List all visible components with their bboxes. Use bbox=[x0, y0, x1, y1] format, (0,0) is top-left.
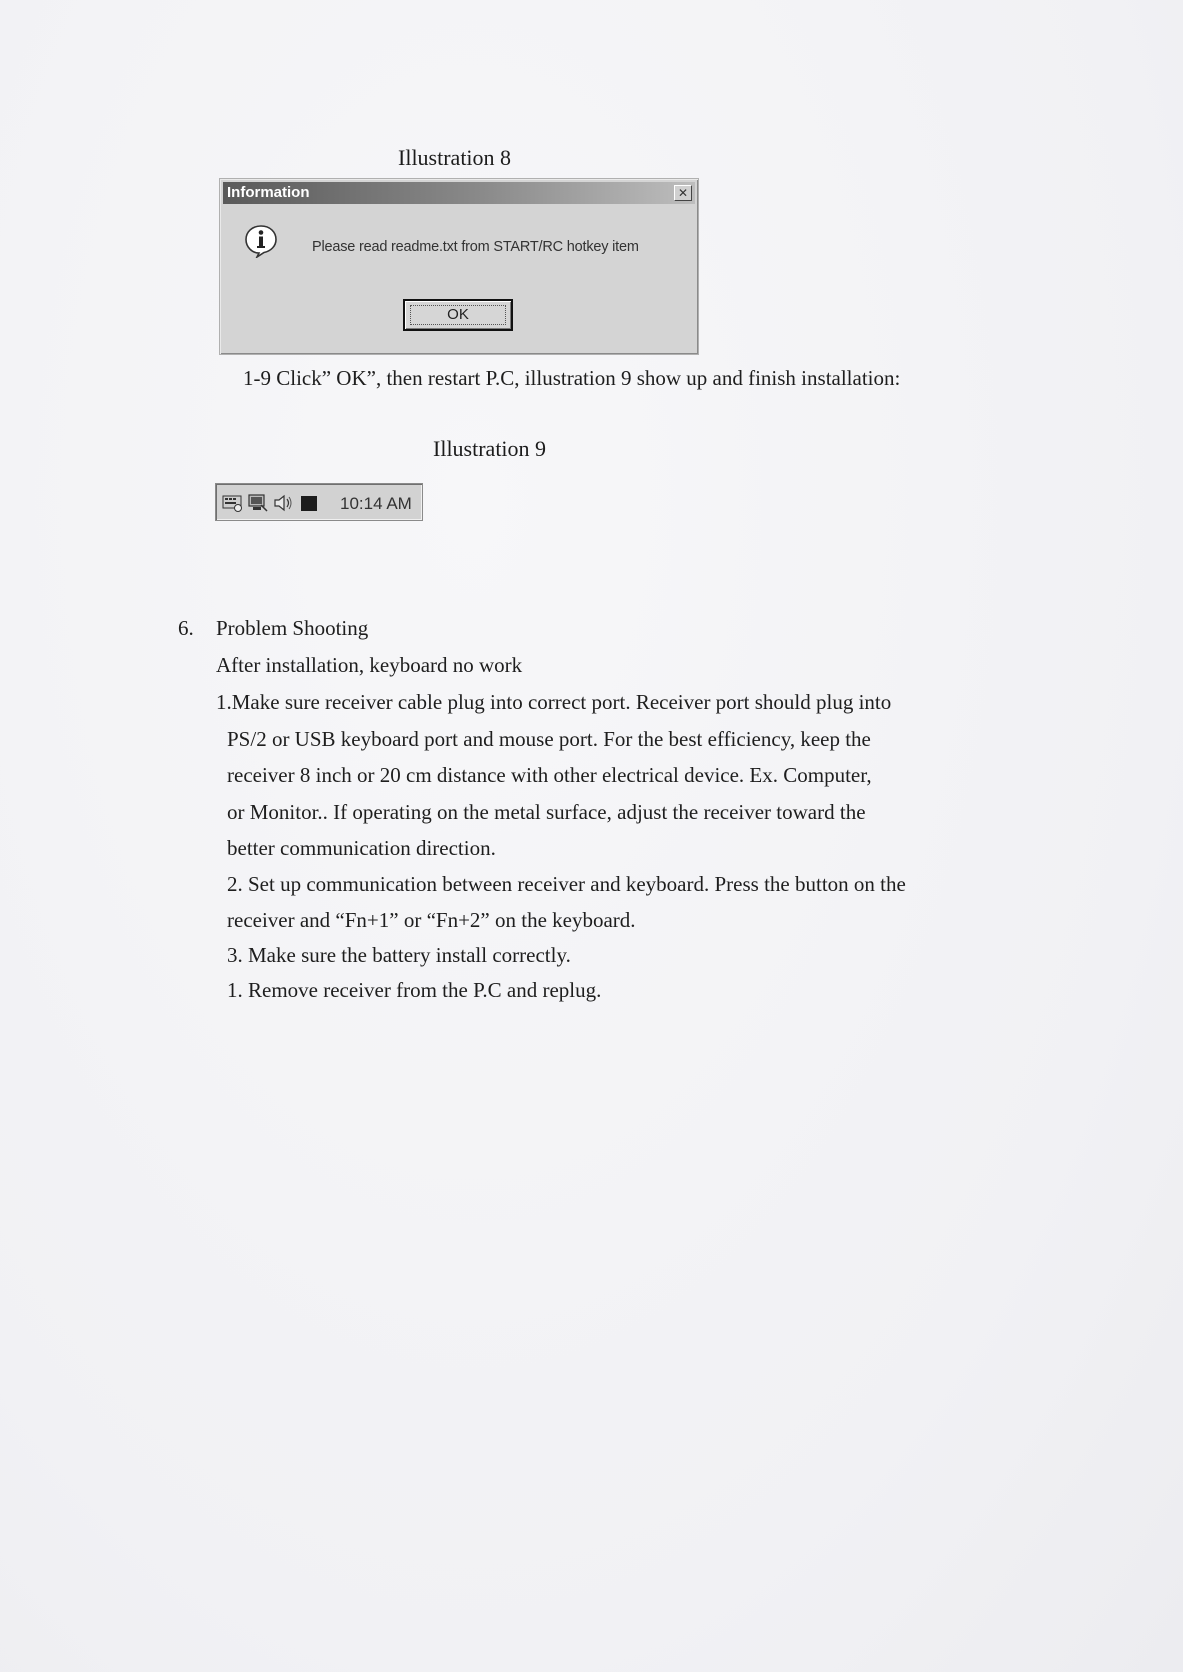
close-icon[interactable]: ✕ bbox=[674, 185, 692, 201]
dialog-titlebar bbox=[223, 182, 695, 204]
troubleshoot-line: receiver and “Fn+1” or “Fn+2” on the keyboard. bbox=[227, 908, 636, 932]
ok-button-label: OK bbox=[447, 306, 469, 323]
illustration-8-caption: Illustration 8 bbox=[398, 145, 512, 170]
troubleshoot-line: better communication direction. bbox=[227, 836, 496, 860]
troubleshoot-line: 2. Set up communication between receiver and keyboard. Press the button on the bbox=[227, 872, 906, 896]
tray-clock[interactable]: 10:14 AM bbox=[340, 494, 412, 513]
troubleshoot-line: 1.Make sure receiver cable plug into correct port. Receiver port should plug into bbox=[216, 690, 892, 714]
troubleshoot-line: receiver 8 inch or 20 cm distance with other electrical device. Ex. Computer, bbox=[227, 763, 872, 787]
speaker-tray-icon[interactable] bbox=[272, 493, 294, 513]
section-6-title: Problem Shooting bbox=[216, 616, 369, 640]
illustration-9-caption: Illustration 9 bbox=[433, 436, 547, 461]
troubleshoot-line: 1. Remove receiver from the P.C and replug. bbox=[227, 978, 602, 1002]
information-dialog bbox=[219, 178, 699, 355]
dialog-title: Information bbox=[227, 184, 310, 201]
black-square-tray-icon[interactable] bbox=[298, 493, 320, 513]
focus-rectangle bbox=[410, 305, 506, 325]
section-6-intro: After installation, keyboard no work bbox=[216, 653, 523, 677]
dialog-message: Please read readme.txt from START/RC hotkey item bbox=[312, 239, 639, 255]
troubleshoot-line: 3. Make sure the battery install correctly. bbox=[227, 943, 571, 967]
section-6-number: 6. bbox=[178, 616, 194, 640]
info-icon bbox=[244, 224, 278, 258]
troubleshoot-line: PS/2 or USB keyboard port and mouse port. For the best efficiency, keep the bbox=[227, 727, 871, 751]
monitor-tray-icon[interactable] bbox=[247, 493, 269, 513]
system-tray bbox=[215, 483, 423, 521]
step-1-9-text: 1-9 Click” OK”, then restart P.C, illustration 9 show up and finish installation: bbox=[243, 366, 901, 390]
ok-button[interactable] bbox=[403, 299, 513, 331]
keyboard-tray-icon[interactable] bbox=[222, 493, 244, 513]
troubleshoot-line: or Monitor.. If operating on the metal surface, adjust the receiver toward the bbox=[227, 800, 866, 824]
